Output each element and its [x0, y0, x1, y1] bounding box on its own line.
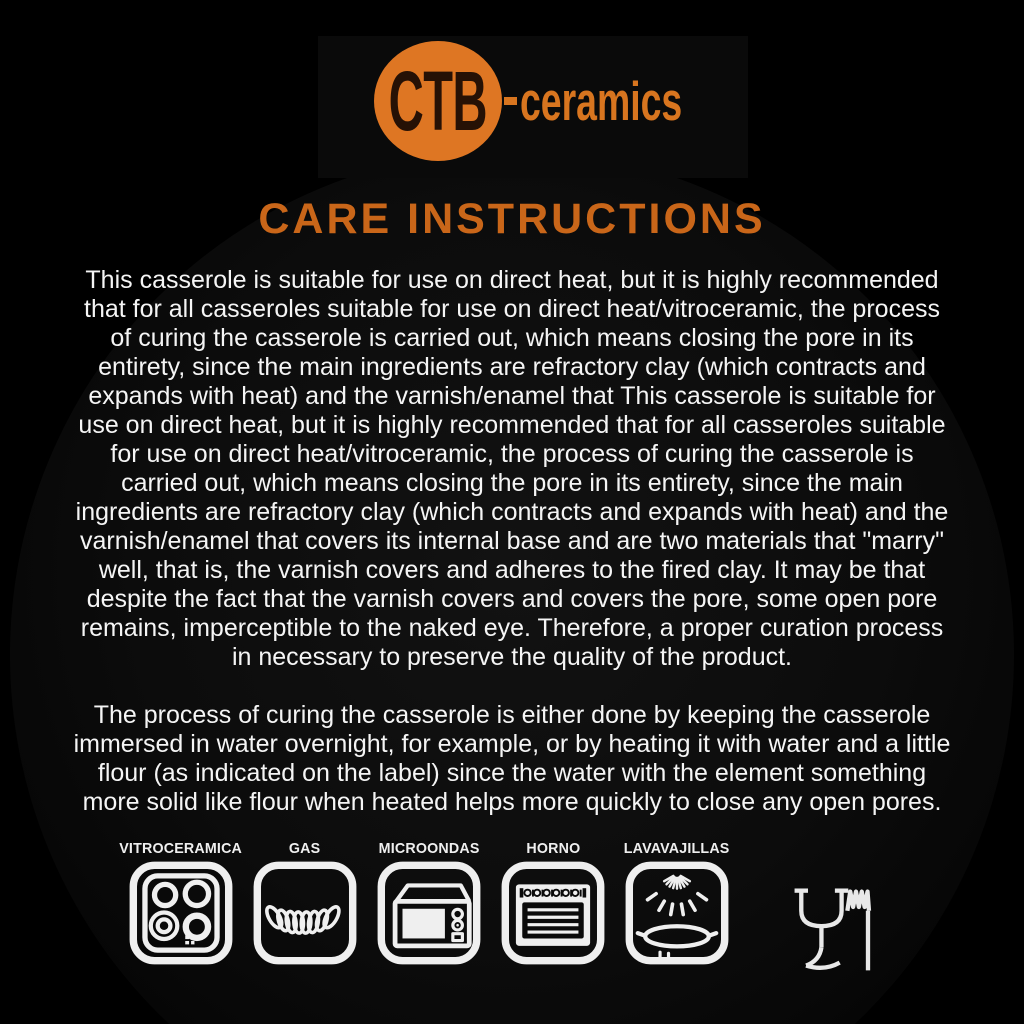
icon-label-microondas: MICROONDAS	[378, 840, 480, 857]
icon-block-vitroceramica	[119, 840, 243, 966]
icon-label-lavavajillas: LAVAVAJILLAS	[624, 840, 730, 857]
icon-block-microondas	[376, 840, 482, 966]
icon-label-vitroceramica: VITROCERAMICA	[119, 840, 243, 857]
brand-circle	[374, 41, 502, 161]
icon-block-lavavajillas	[624, 840, 730, 966]
icon-block-horno	[500, 840, 606, 966]
icon-label-horno: HORNO	[525, 840, 581, 857]
logo-dash	[504, 97, 517, 105]
care-paragraph-1: This casserole is suitable for use on direct heat, but it is highly recommended that for all casseroles suitable for use on direct heat/vitroceramic, the process of curing the casserole is carried out, which means closing the pore in its entirety, since the main ingredients are refractory clay (which contracts and expands with heat) and the varnish/enamel that This casserole is suitable for use on direct heat, but it is highly recommended that for all casseroles suitable for use on direct heat/vitroceramic, the process of curing the casserole is carried out, which means closing the pore in its entirety, since the main ingredients are refractory clay (which contracts and expands with heat) and the varnish/enamel that covers its internal base and are two materials that "marry" well, that is, the varnish covers and adheres to the fired clay. It may be that despite the fact that the varnish covers and covers the pore, some open pore remains, imperceptible to the naked eye. Therefore, a proper curation process in necessary to preserve the quality of the product.	[75, 266, 949, 671]
page-title: CARE INSTRUCTIONS	[258, 195, 766, 243]
appliance-icons-row	[119, 840, 730, 966]
vitroceramic-hob-icon	[128, 860, 234, 966]
icon-label-gas: GAS	[289, 840, 321, 857]
brand-wordmark: ceramics	[520, 69, 683, 132]
microwave-icon	[376, 860, 482, 966]
oven-icon	[500, 860, 606, 966]
brand-logo	[374, 41, 759, 161]
food-safe-glass-fork-icon	[784, 882, 880, 978]
care-paragraph-2: The process of curing the casserole is either done by keeping the casserole immersed in water overnight, for example, or by heating it with water and a little flour (as indicated on the label) since the water with the element something more solid like flour when heated helps more quickly to close any open pores.	[73, 701, 951, 816]
gas-burner-icon	[252, 860, 358, 966]
icon-block-gas	[252, 840, 358, 966]
care-text	[72, 266, 952, 846]
brand-circle-text: CTB	[388, 54, 488, 148]
dishwasher-icon	[624, 860, 730, 966]
